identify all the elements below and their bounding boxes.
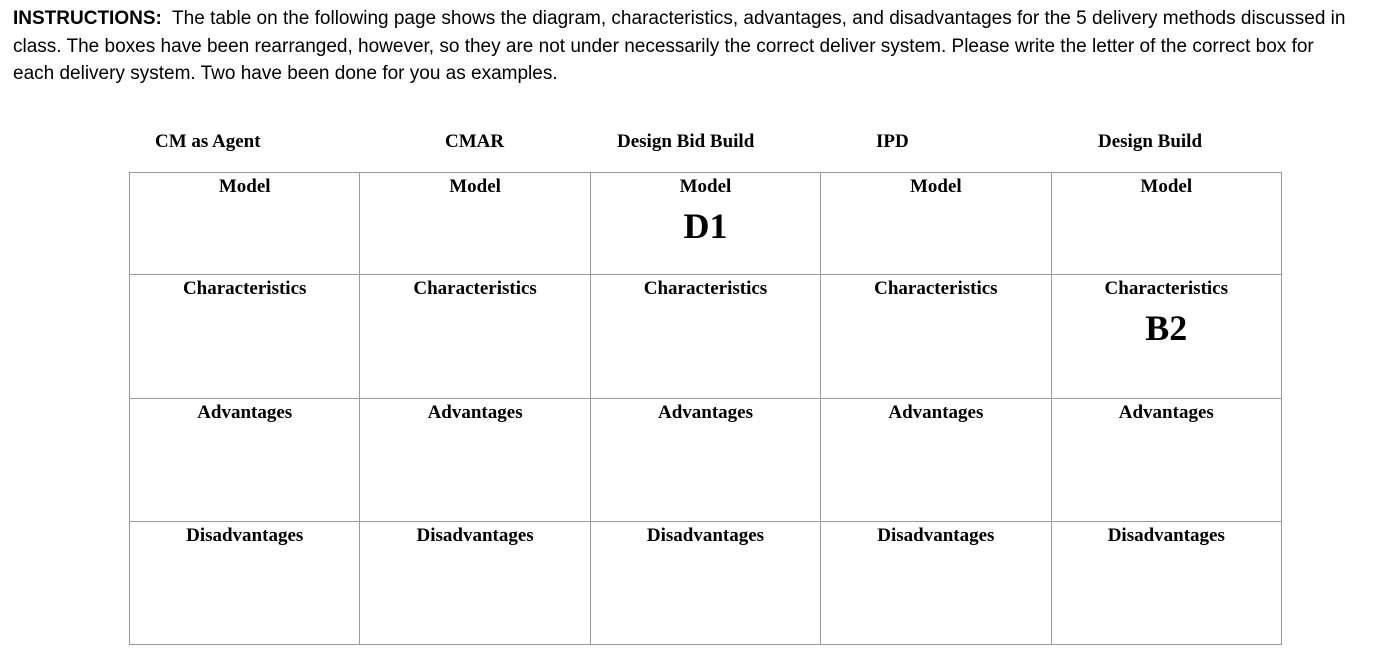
cell-cmar-characteristics[interactable] bbox=[360, 275, 590, 399]
cell-label: Model bbox=[679, 176, 732, 197]
cell-label: Advantages bbox=[657, 402, 753, 423]
column-header-cmar: CMAR bbox=[445, 131, 505, 152]
advantages-row bbox=[130, 399, 1282, 522]
cell-label: Model bbox=[1140, 176, 1193, 197]
cell-label: Advantages bbox=[888, 402, 984, 423]
cell-label: Characteristics bbox=[643, 278, 768, 299]
cell-ipd-characteristics[interactable] bbox=[821, 275, 1051, 399]
column-header-design-bid-build: Design Bid Build bbox=[617, 131, 755, 152]
delivery-methods-table bbox=[129, 172, 1282, 645]
cell-design-bid-build-disadvantages[interactable] bbox=[590, 522, 820, 645]
cell-label: Model bbox=[218, 176, 271, 197]
cell-design-build-model[interactable] bbox=[1051, 173, 1281, 275]
cell-label: Disadvantages bbox=[646, 525, 765, 546]
answer-code: D1 bbox=[683, 206, 728, 246]
column-headers bbox=[0, 131, 1374, 157]
instructions-paragraph bbox=[13, 5, 1358, 88]
cell-cm-as-agent-advantages[interactable] bbox=[130, 399, 360, 522]
answer-code: B2 bbox=[1145, 308, 1188, 348]
cell-label: Disadvantages bbox=[416, 525, 534, 546]
cell-label: Model bbox=[449, 176, 501, 197]
cell-cmar-model[interactable] bbox=[360, 173, 590, 275]
cell-label: Advantages bbox=[1118, 402, 1214, 423]
cell-label: Characteristics bbox=[874, 278, 998, 299]
instructions-text: The table on the following page shows the diagram, characteristics, advantages, and disadvantages for the 5 delivery methods discussed in class. The boxes have been rearranged, however, so they are not under necessarily the correct deliver system. Please write the letter of the correct box for each delivery system. Two have been done for you as examples. bbox=[13, 8, 1346, 84]
cell-design-bid-build-advantages[interactable] bbox=[590, 399, 820, 522]
cell-design-bid-build-model[interactable] bbox=[590, 173, 820, 275]
cell-ipd-advantages[interactable] bbox=[821, 399, 1051, 522]
cell-cm-as-agent-model[interactable] bbox=[130, 173, 360, 275]
cell-ipd-model[interactable] bbox=[821, 173, 1051, 275]
instructions-lead: INSTRUCTIONS: bbox=[13, 8, 162, 29]
column-header-ipd: IPD bbox=[876, 131, 909, 152]
cell-cm-as-agent-characteristics[interactable] bbox=[130, 275, 360, 399]
cell-label: Characteristics bbox=[1104, 278, 1229, 299]
cell-label: Disadvantages bbox=[186, 525, 304, 546]
cell-design-bid-build-characteristics[interactable] bbox=[590, 275, 820, 399]
characteristics-row bbox=[130, 275, 1282, 399]
cell-design-build-characteristics[interactable] bbox=[1051, 275, 1281, 399]
cell-label: Advantages bbox=[197, 402, 293, 423]
cell-design-build-advantages[interactable] bbox=[1051, 399, 1281, 522]
column-header-design-build: Design Build bbox=[1098, 131, 1203, 152]
cell-cmar-advantages[interactable] bbox=[360, 399, 590, 522]
cell-label: Disadvantages bbox=[1107, 525, 1225, 546]
cell-label: Disadvantages bbox=[877, 525, 995, 546]
cell-label: Characteristics bbox=[182, 278, 307, 299]
disadvantages-row bbox=[130, 522, 1282, 645]
cell-label: Model bbox=[910, 176, 962, 197]
cell-cmar-disadvantages[interactable] bbox=[360, 522, 590, 645]
cell-cm-as-agent-disadvantages[interactable] bbox=[130, 522, 360, 645]
cell-label: Characteristics bbox=[413, 278, 537, 299]
model-row bbox=[130, 173, 1282, 275]
cell-design-build-disadvantages[interactable] bbox=[1051, 522, 1281, 645]
cell-label: Advantages bbox=[427, 402, 523, 423]
column-header-cm-as-agent: CM as Agent bbox=[155, 131, 261, 152]
cell-ipd-disadvantages[interactable] bbox=[821, 522, 1051, 645]
